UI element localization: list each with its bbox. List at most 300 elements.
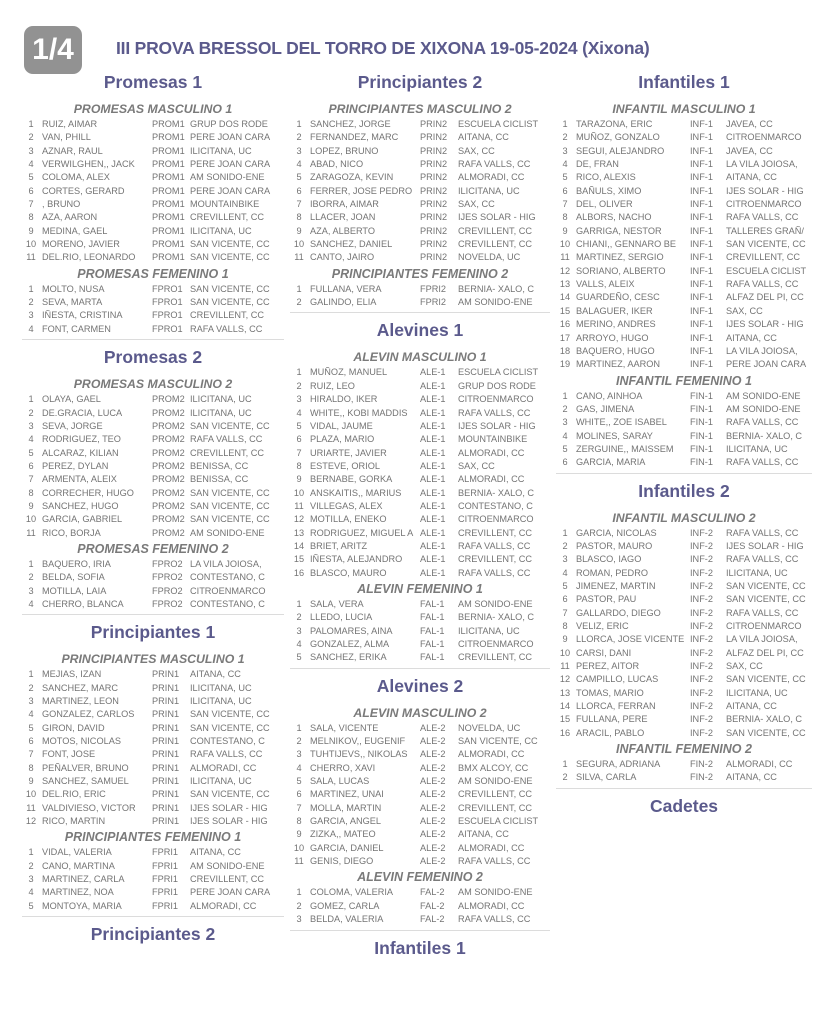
- class-cell: ALE-1: [420, 447, 446, 458]
- class-cell: PROM2: [152, 420, 185, 431]
- result-row: [290, 460, 550, 473]
- club-cell: PERE JOAN CARA: [190, 132, 271, 143]
- result-row: [290, 118, 550, 131]
- section-alevines-1: [290, 318, 550, 668]
- result-row: [290, 748, 550, 761]
- result-row: [556, 318, 812, 331]
- position-cell: 7: [296, 199, 302, 210]
- class-cell: INF-2: [690, 607, 713, 618]
- club-cell: CITROENMARCO: [726, 621, 802, 631]
- class-cell: PROM1: [152, 185, 185, 196]
- result-row: [290, 815, 550, 828]
- class-cell: PROM2: [152, 394, 185, 405]
- class-cell: ALE-1: [420, 407, 446, 418]
- position-cell: 4: [562, 430, 568, 441]
- result-row: [556, 403, 812, 416]
- position-cell: 10: [559, 647, 571, 658]
- result-row: [22, 585, 284, 598]
- rider-name-cell: GARCIA, NICOLAS: [576, 527, 657, 538]
- rider-name-cell: GARCIA, ANGEL: [310, 816, 381, 827]
- position-cell: 3: [296, 625, 302, 636]
- position-cell: 1: [296, 119, 302, 129]
- club-cell: ILICITANA, UC: [726, 567, 788, 578]
- result-row: [22, 788, 284, 801]
- result-row: [290, 225, 550, 238]
- position-cell: 1: [296, 722, 302, 733]
- section-promesas-2: [22, 345, 284, 615]
- position-cell: 11: [560, 252, 570, 263]
- result-row: [290, 380, 550, 393]
- club-cell: IJES SOLAR - HIG: [458, 420, 536, 431]
- results-table: [556, 758, 812, 789]
- club-cell: BERNIA- XALO, C: [458, 487, 535, 498]
- position-cell: 3: [28, 310, 34, 321]
- section-title: Principiantes 1: [90, 622, 216, 643]
- rider-name-cell: PEREZ, DYLAN: [42, 460, 109, 471]
- club-cell: CITROENMARCO: [458, 639, 534, 649]
- class-cell: FPRI1: [152, 847, 179, 858]
- rider-name-cell: RICO, ALEXIS: [576, 172, 636, 183]
- result-row: [22, 185, 284, 198]
- category-title: ALEVIN FEMENINO 1: [357, 581, 483, 596]
- result-row: [22, 296, 284, 309]
- class-cell: INF-1: [690, 305, 713, 316]
- club-cell: SAN VICENTE, CC: [726, 239, 806, 250]
- result-row: [290, 158, 550, 171]
- rider-name-cell: VALLS, ALEIX: [576, 279, 635, 290]
- result-row: [290, 473, 550, 486]
- result-row: [290, 500, 550, 513]
- position-cell: 3: [562, 554, 568, 565]
- rider-name-cell: MOLINES, SARAY: [576, 430, 653, 441]
- rider-name-cell: MARTINEZ, SERGIO: [576, 252, 664, 263]
- club-cell: SAX, CC: [458, 145, 495, 156]
- class-cell: INF-1: [690, 332, 713, 343]
- rider-name-cell: SALA, VERA: [310, 598, 364, 609]
- club-cell: RAFA VALLS, CC: [726, 457, 799, 468]
- class-cell: ALE-2: [420, 829, 446, 840]
- club-cell: ESCUELA CICLIST: [458, 367, 539, 378]
- class-cell: PROM2: [152, 527, 185, 538]
- results-table: [22, 283, 284, 340]
- result-row: [556, 456, 812, 469]
- rider-name-cell: PALOMARES, AINA: [310, 625, 393, 636]
- category-title: ALEVIN MASCULINO 2: [353, 705, 487, 720]
- rider-name-cell: CANTO, JAIRO: [310, 252, 375, 263]
- class-cell: INF-2: [690, 727, 713, 738]
- class-cell: FAL-2: [420, 887, 445, 898]
- result-row: [290, 407, 550, 420]
- club-cell: BERNIA- XALO, C: [726, 714, 803, 725]
- result-row: [22, 407, 284, 420]
- result-row: [22, 211, 284, 224]
- class-cell: PROM2: [152, 500, 185, 511]
- club-cell: ILICITANA, UC: [458, 185, 520, 196]
- club-cell: CITROENMARCO: [458, 514, 534, 525]
- club-cell: ALFAZ DEL PI, CC: [726, 647, 804, 658]
- result-row: [290, 722, 550, 735]
- position-cell: 5: [296, 420, 302, 431]
- result-row: [556, 145, 812, 158]
- position-cell: 11: [26, 802, 36, 813]
- club-cell: ALMORADI, CC: [190, 762, 257, 773]
- club-cell: RAFA VALLS, CC: [458, 567, 531, 578]
- position-cell: 11: [26, 252, 36, 263]
- class-cell: FPRI2: [420, 297, 447, 308]
- club-cell: AITANA, CC: [726, 701, 777, 712]
- result-row: [556, 158, 812, 171]
- class-cell: INF-2: [690, 621, 713, 631]
- club-cell: CREVILLENT, CC: [458, 239, 533, 250]
- class-cell: PRIN2: [420, 239, 448, 250]
- class-cell: INF-1: [690, 319, 713, 330]
- rider-name-cell: MOTILLA, LAIA: [42, 585, 107, 596]
- result-row: [556, 758, 812, 771]
- club-cell: AITANA, CC: [726, 332, 777, 343]
- class-cell: ALE-2: [420, 736, 446, 747]
- club-cell: SAN VICENTE, CC: [190, 252, 270, 263]
- club-cell: CONTESTANO, C: [190, 572, 265, 583]
- class-cell: INF-1: [690, 159, 713, 170]
- position-cell: 1: [28, 847, 34, 858]
- class-cell: FPRO2: [152, 585, 183, 596]
- result-row: [290, 788, 550, 801]
- section-principiantes-2: [22, 922, 284, 948]
- category-title: ALEVIN FEMENINO 2: [357, 870, 483, 885]
- rider-name-cell: AZA, ALBERTO: [310, 225, 376, 236]
- position-cell: 10: [559, 239, 571, 250]
- position-cell: 3: [28, 874, 34, 885]
- club-cell: ALMORADI, CC: [458, 842, 525, 853]
- position-cell: 5: [28, 447, 34, 458]
- club-cell: ILICITANA, UC: [190, 776, 252, 787]
- rider-name-cell: ROMAN, PEDRO: [576, 567, 648, 578]
- result-row: [22, 762, 284, 775]
- class-cell: PRIN2: [420, 132, 448, 143]
- result-row: [22, 420, 284, 433]
- class-cell: ALE-1: [420, 460, 446, 471]
- result-row: [290, 842, 550, 855]
- club-cell: PERE JOAN CARA: [190, 185, 271, 196]
- position-cell: 13: [293, 527, 305, 538]
- rider-name-cell: GONZALEZ, ALMA: [310, 639, 390, 649]
- class-cell: INF-1: [690, 132, 713, 143]
- position-cell: 9: [296, 829, 302, 840]
- class-cell: INF-1: [690, 185, 713, 196]
- class-cell: FPRI1: [152, 874, 179, 885]
- club-cell: ESCUELA CICLIST: [458, 816, 539, 827]
- result-row: [290, 598, 550, 611]
- rider-name-cell: WHITE,, ZOE ISABEL: [576, 417, 667, 428]
- rider-name-cell: SANCHEZ, HUGO: [42, 500, 119, 511]
- position-cell: 5: [562, 443, 568, 454]
- club-cell: RAFA VALLS, CC: [458, 856, 531, 867]
- rider-name-cell: MARTINEZ, NOA: [42, 887, 114, 898]
- club-cell: SAN VICENTE, CC: [458, 736, 538, 747]
- club-cell: CITROENMARCO: [726, 132, 802, 143]
- class-cell: ALE-2: [420, 856, 446, 867]
- result-row: [556, 185, 812, 198]
- club-cell: ALMORADI, CC: [458, 447, 525, 458]
- rider-name-cell: RODRIGUEZ, TEO: [42, 434, 121, 445]
- position-cell: 10: [293, 239, 305, 250]
- club-cell: AM SONIDO-ENE: [190, 860, 265, 871]
- class-cell: ALE-1: [420, 567, 446, 578]
- class-cell: PRIN2: [420, 185, 448, 196]
- section-title: Alevines 1: [376, 320, 464, 341]
- result-row: [556, 171, 812, 184]
- position-cell: 1: [562, 390, 568, 401]
- club-cell: CREVILLENT, CC: [190, 212, 265, 223]
- result-row: [22, 558, 284, 571]
- class-cell: FPRO1: [152, 283, 183, 294]
- results-table: [22, 846, 284, 917]
- club-cell: ILICITANA, UC: [190, 225, 252, 236]
- section-title: Infantiles 2: [638, 480, 730, 501]
- position-cell: 2: [296, 297, 302, 308]
- rider-name-cell: SEVA, MARTA: [42, 297, 103, 308]
- rider-name-cell: BLASCO, MAURO: [310, 567, 387, 578]
- rider-name-cell: , BRUNO: [42, 199, 81, 210]
- rider-name-cell: MORENO, JAVIER: [42, 239, 120, 250]
- position-cell: 6: [562, 594, 568, 605]
- position-cell: 4: [28, 709, 34, 720]
- class-cell: ALE-1: [420, 380, 446, 391]
- class-cell: FPRO2: [152, 598, 183, 609]
- club-cell: ALMORADI, CC: [458, 474, 525, 485]
- class-cell: PROM2: [152, 474, 185, 485]
- category-title: INFANTIL MASCULINO 1: [612, 102, 756, 116]
- class-cell: PRIN1: [152, 762, 180, 773]
- class-cell: FPRI2: [420, 283, 447, 294]
- club-cell: CONTESTANO, C: [190, 736, 265, 747]
- result-row: [556, 771, 812, 784]
- club-cell: JAVEA, CC: [726, 119, 773, 129]
- section-infantiles-1: [556, 70, 812, 474]
- result-row: [556, 660, 812, 673]
- position-cell: 2: [28, 297, 34, 308]
- class-cell: ALE-2: [420, 762, 446, 773]
- result-row: [290, 651, 550, 664]
- position-cell: 2: [562, 132, 568, 143]
- position-cell: 4: [28, 323, 34, 334]
- club-cell: CREVILLENT, CC: [458, 225, 533, 236]
- position-cell: 8: [562, 212, 568, 223]
- position-cell: 8: [296, 460, 302, 471]
- position-cell: 7: [296, 802, 302, 813]
- result-row: [556, 443, 812, 456]
- class-cell: FAL-1: [420, 612, 445, 623]
- rider-name-cell: RUIZ, AIMAR: [42, 119, 98, 129]
- category-title: ALEVIN MASCULINO 1: [353, 350, 487, 365]
- result-row: [556, 673, 812, 686]
- section-promesas-1: [22, 70, 284, 340]
- result-row: [22, 225, 284, 238]
- class-cell: ALE-2: [420, 842, 446, 853]
- club-cell: ILICITANA, UC: [190, 682, 252, 693]
- rider-name-cell: MUÑOZ, GONZALO: [576, 132, 660, 143]
- category-title: INFANTIL MASCULINO 2: [612, 510, 756, 525]
- rider-name-cell: ANSKAITIS,, MARIUS: [310, 487, 402, 498]
- club-cell: LA VILA JOIOSA,: [726, 345, 798, 356]
- result-row: [290, 900, 550, 913]
- result-row: [22, 802, 284, 815]
- result-row: [22, 846, 284, 859]
- class-cell: FAL-1: [420, 625, 445, 636]
- rider-name-cell: BELDA, SOFIA: [42, 572, 105, 583]
- rider-name-cell: BELDA, VALERIA: [310, 914, 384, 925]
- rider-name-cell: MOTILLA, ENEKO: [310, 514, 387, 525]
- category-title: PRINCIPIANTES FEMENINO 1: [64, 830, 242, 845]
- class-cell: PROM2: [152, 487, 185, 498]
- club-cell: SAN VICENTE, CC: [190, 297, 270, 308]
- position-cell: 1: [28, 119, 34, 129]
- position-cell: 4: [28, 159, 34, 170]
- rider-name-cell: FULLANA, PERE: [576, 714, 648, 725]
- class-cell: ALE-2: [420, 776, 446, 787]
- class-cell: INF-1: [690, 212, 713, 223]
- club-cell: CREVILLENT, CC: [190, 874, 265, 885]
- class-cell: PRIN1: [152, 669, 180, 680]
- result-row: [290, 366, 550, 379]
- club-cell: CONTESTANO, C: [458, 500, 533, 511]
- rider-name-cell: PASTOR, MAURO: [576, 540, 653, 551]
- club-cell: RAFA VALLS, CC: [726, 417, 799, 428]
- position-cell: 1: [296, 367, 302, 378]
- club-cell: IJES SOLAR - HIG: [458, 212, 536, 223]
- position-cell: 7: [28, 749, 34, 760]
- club-cell: ALMORADI, CC: [726, 759, 793, 770]
- result-row: [22, 668, 284, 681]
- position-cell: 7: [562, 199, 568, 210]
- class-cell: INF-1: [690, 172, 713, 183]
- results-table: [290, 598, 550, 669]
- rider-name-cell: GARCIA, MARIA: [576, 457, 646, 468]
- club-cell: AITANA, CC: [458, 829, 509, 840]
- result-row: [22, 722, 284, 735]
- rider-name-cell: BAÑULS, XIMO: [576, 185, 642, 196]
- category-title: PRINCIPIANTES FEMENINO 2: [331, 266, 509, 281]
- position-cell: 9: [296, 474, 302, 485]
- position-cell: 3: [562, 417, 568, 428]
- rider-name-cell: LLACER, JOAN: [310, 212, 376, 223]
- rider-name-cell: ESTEVE, ORIOL: [310, 460, 380, 471]
- rider-name-cell: DEL, OLIVER: [576, 199, 633, 210]
- club-cell: ESCUELA CICLIST: [458, 119, 539, 129]
- position-cell: 14: [559, 701, 571, 712]
- class-cell: ALE-1: [420, 474, 446, 485]
- result-row: [290, 238, 550, 251]
- result-row: [290, 198, 550, 211]
- club-cell: PERE JOAN CARA: [190, 159, 271, 170]
- class-cell: ALE-2: [420, 749, 446, 760]
- class-cell: PROM2: [152, 434, 185, 445]
- rider-name-cell: GALINDO, ELIA: [310, 297, 377, 308]
- position-cell: 1: [28, 394, 34, 405]
- rider-name-cell: GARRIGA, NESTOR: [576, 225, 662, 236]
- club-cell: ALFAZ DEL PI, CC: [726, 292, 804, 303]
- result-row: [22, 118, 284, 131]
- rider-name-cell: CHERRO, XAVI: [310, 762, 376, 773]
- rider-name-cell: SANCHEZ, MARC: [42, 682, 119, 693]
- position-cell: 5: [28, 900, 34, 911]
- club-cell: ILICITANA, UC: [726, 687, 788, 698]
- position-cell: 2: [28, 132, 34, 143]
- results-table: [556, 527, 812, 741]
- result-row: [22, 500, 284, 513]
- result-row: [290, 296, 550, 309]
- rider-name-cell: TARAZONA, ERIC: [576, 119, 653, 129]
- result-row: [556, 607, 812, 620]
- rider-name-cell: GIRON, DAVID: [42, 722, 105, 733]
- rider-name-cell: URIARTE, JAVIER: [310, 447, 387, 458]
- position-cell: 10: [25, 789, 37, 800]
- position-cell: 4: [296, 762, 302, 773]
- class-cell: INF-1: [690, 145, 713, 156]
- result-row: [556, 265, 812, 278]
- rider-name-cell: OLAYA, GAEL: [42, 394, 101, 405]
- position-cell: 10: [25, 514, 37, 525]
- club-cell: AM SONIDO-ENE: [458, 776, 533, 787]
- class-cell: PROM1: [152, 119, 185, 129]
- club-cell: CREVILLENT, CC: [190, 310, 265, 321]
- result-row: [22, 238, 284, 251]
- rider-name-cell: GALLARDO, DIEGO: [576, 607, 661, 618]
- result-row: [22, 860, 284, 873]
- position-cell: 2: [28, 682, 34, 693]
- class-cell: ALE-1: [420, 367, 446, 378]
- result-row: [290, 611, 550, 624]
- position-cell: 1: [28, 283, 34, 294]
- rider-name-cell: ZARAGOZA, KEVIN: [310, 172, 394, 183]
- class-cell: INF-2: [690, 594, 713, 605]
- position-cell: 2: [28, 407, 34, 418]
- rider-name-cell: ARMENTA, ALEIX: [42, 474, 117, 485]
- position-cell: 2: [562, 772, 568, 783]
- position-cell: 4: [296, 407, 302, 418]
- position-cell: 5: [28, 722, 34, 733]
- class-cell: FAL-1: [420, 639, 445, 649]
- class-cell: PROM1: [152, 212, 185, 223]
- position-cell: 8: [28, 487, 34, 498]
- club-cell: RAFA VALLS, CC: [458, 540, 531, 551]
- club-cell: BERNIA- XALO, C: [458, 283, 535, 294]
- result-row: [556, 251, 812, 264]
- position-cell: 9: [296, 225, 302, 236]
- club-cell: RAFA VALLS, CC: [458, 407, 531, 418]
- class-cell: INF-2: [690, 527, 713, 538]
- class-cell: INF-2: [690, 540, 713, 551]
- position-cell: 4: [28, 598, 34, 609]
- rider-name-cell: BALAGUER, IKER: [576, 305, 653, 316]
- result-row: [22, 598, 284, 611]
- class-cell: PRIN2: [420, 199, 448, 210]
- position-cell: 13: [559, 279, 571, 290]
- rider-name-cell: MONTOYA, MARIA: [42, 900, 122, 911]
- position-cell: 12: [559, 265, 571, 276]
- class-cell: PRIN2: [420, 119, 448, 129]
- result-row: [290, 283, 550, 296]
- class-cell: INF-1: [690, 225, 713, 236]
- rider-name-cell: MARTINEZ, UNAI: [310, 789, 384, 800]
- position-cell: 9: [28, 776, 34, 787]
- position-cell: 4: [296, 639, 302, 649]
- position-cell: 5: [296, 776, 302, 787]
- class-cell: PROM1: [152, 132, 185, 143]
- rider-name-cell: ZIZKA,, MATEO: [310, 829, 376, 840]
- document-title: III PROVA BRESSOL DEL TORRO DE XIXONA 19-05-2024 (Xixona): [116, 38, 650, 58]
- result-row: [556, 713, 812, 726]
